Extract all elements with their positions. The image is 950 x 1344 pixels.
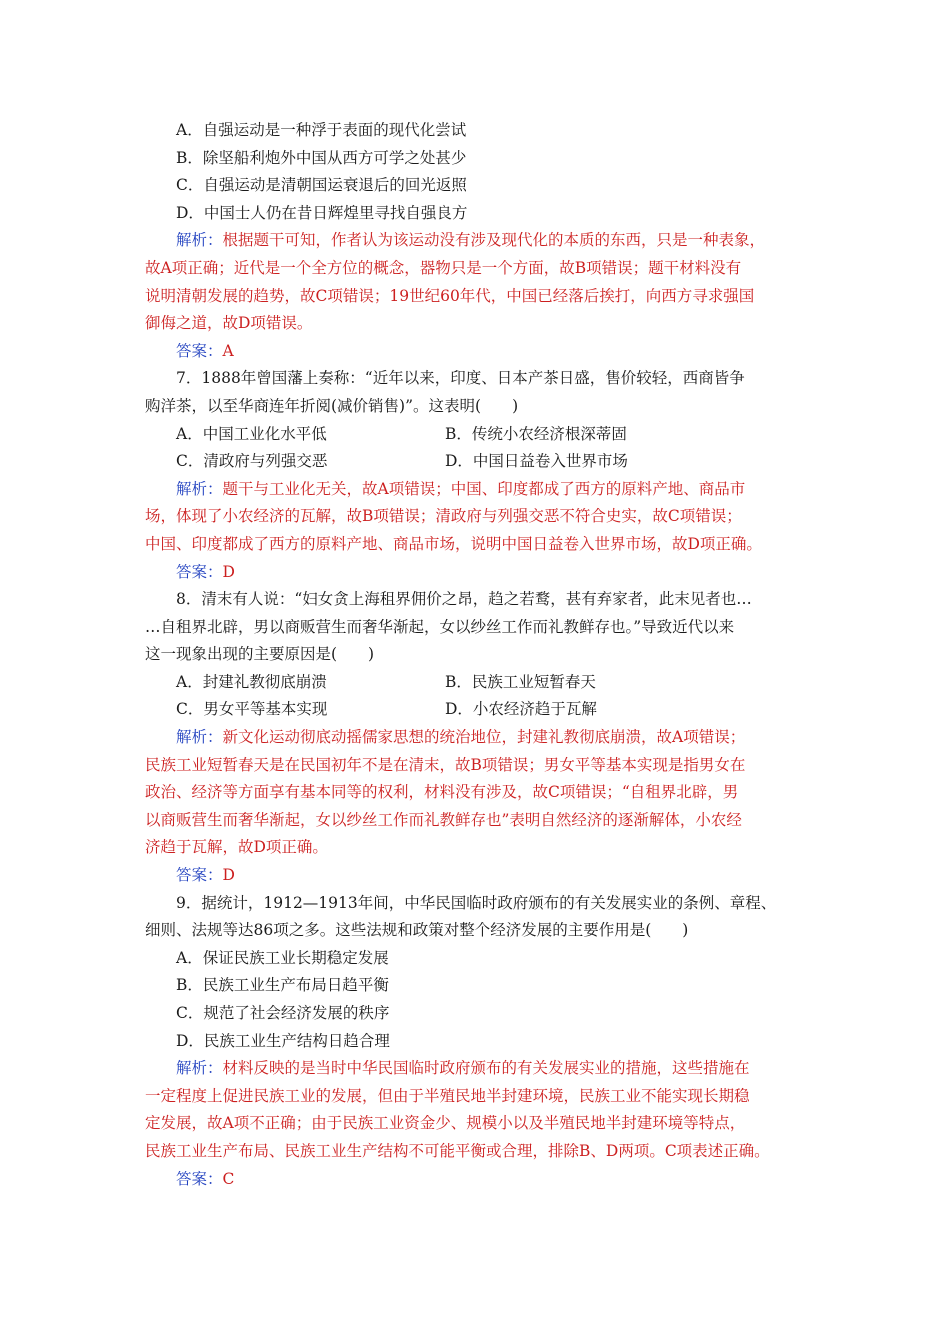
option-d: D．中国日益卷入世界市场 bbox=[445, 452, 628, 471]
option-row bbox=[145, 421, 810, 449]
option-a: A．中国工业化水平低 bbox=[176, 424, 327, 443]
answer-line bbox=[145, 862, 810, 890]
analysis-line: 济趋于瓦解，故D项正确。 bbox=[145, 838, 328, 857]
question-9 bbox=[145, 890, 810, 1194]
question-stem: 这一现象出现的主要原因是( ) bbox=[145, 645, 375, 664]
option-row bbox=[145, 696, 810, 724]
analysis-line: 民族工业短暂春天是在民国初年不是在清末，故B项错误；男女平等基本实现是指男女在 bbox=[145, 755, 746, 774]
analysis-line: 一定程度上促进民族工业的发展，但由于半殖民地半封建环境，民族工业不能实现长期稳 bbox=[145, 1086, 750, 1105]
option-b: B．民族工业生产布局日趋平衡 bbox=[176, 976, 389, 995]
option-d: D．中国士人仍在昔日辉煌里寻找自强良方 bbox=[176, 203, 468, 222]
question-stem: 9．据统计，1912—1913年间，中华民国临时政府颁布的有关发展实业的条例、章程、 bbox=[176, 893, 777, 912]
analysis-line: 政治、经济等方面享有基本同等的权利，材料没有涉及，故C项错误；“自租界北辟，男 bbox=[145, 783, 739, 802]
question-stem: 7．1888年曾国藩上奏称：“近年以来，印度、日本产茶日盛，售价较轻，西商皆争 bbox=[176, 369, 745, 388]
answer-value: D bbox=[222, 562, 235, 581]
question-stem: 8．清末有人说：“妇女贪上海租界佣价之昂，趋之若鹜，甚有弃家者，此末见者也… bbox=[176, 590, 752, 609]
option-c: C．清政府与列强交恶 bbox=[176, 452, 328, 471]
question-8 bbox=[145, 586, 810, 890]
answer-value: A bbox=[222, 341, 234, 360]
analysis-label: 解析： bbox=[176, 231, 223, 250]
answer-label: 答案： bbox=[176, 866, 223, 885]
option-b: B．传统小农经济根深蒂固 bbox=[445, 424, 627, 443]
analysis-line: 以商贩营生而奢华渐起，女以纱丝工作而礼教鲜存也”表明自然经济的逐渐解体，小农经 bbox=[145, 810, 742, 829]
question-6 bbox=[145, 117, 810, 365]
analysis-line: 场，体现了小农经济的瓦解，故B项错误；清政府与列强交恶不符合史实，故C项错误； bbox=[145, 507, 742, 526]
question-stem: …自租界北辟，男以商贩营生而奢华渐起，女以纱丝工作而礼教鲜存也。”导致近代以来 bbox=[145, 617, 735, 636]
option-d: D．小农经济趋于瓦解 bbox=[445, 700, 597, 719]
answer-line bbox=[145, 559, 810, 587]
option-a: A．自强运动是一种浮于表面的现代化尝试 bbox=[176, 121, 467, 139]
question-stem: 购洋茶，以至华商连年折阅(减价销售)”。这表明( ) bbox=[145, 396, 519, 415]
option-b: B．民族工业短暂春天 bbox=[445, 672, 596, 691]
option-a: A．封建礼教彻底崩溃 bbox=[176, 672, 327, 691]
analysis-line: 解析：新文化运动彻底动摇儒家思想的统治地位，封建礼教彻底崩溃，故A项错误； bbox=[176, 728, 746, 747]
analysis-line: 中国、印度都成了西方的原料产地、商品市场，说明中国日益卷入世界市场，故D项正确。 bbox=[145, 534, 762, 553]
option-c: C．自强运动是清朝国运衰退后的回光返照 bbox=[176, 176, 467, 195]
question-7 bbox=[145, 365, 810, 586]
analysis-label: 解析： bbox=[176, 479, 223, 498]
option-b: B．除坚船利炮外中国从西方可学之处甚少 bbox=[176, 148, 467, 167]
option-row bbox=[145, 448, 810, 476]
answer-label: 答案： bbox=[176, 562, 223, 581]
answer-label: 答案： bbox=[176, 1169, 223, 1188]
analysis-line: 说明清朝发展的趋势，故C项错误；19世纪60年代，中国已经落后挨打，向西方寻求强国 bbox=[145, 286, 755, 305]
option-a: A．保证民族工业长期稳定发展 bbox=[176, 948, 389, 967]
analysis-line: 定发展，故A项不正确；由于民族工业资金少、规模小以及半殖民地半封建环境等特点， bbox=[145, 1114, 746, 1133]
option-c: C．规范了社会经济发展的秩序 bbox=[176, 1004, 390, 1022]
analysis-label: 解析： bbox=[176, 728, 223, 747]
answer-value: D bbox=[222, 866, 235, 885]
question-content bbox=[145, 117, 810, 1193]
option-row bbox=[145, 669, 810, 697]
analysis-line: 御侮之道，故D项错误。 bbox=[145, 314, 313, 333]
analysis-line: 故A项正确；近代是一个全方位的概念，器物只是一个方面，故B项错误；题干材料没有 bbox=[145, 258, 742, 277]
option-c: C．男女平等基本实现 bbox=[176, 700, 328, 719]
analysis-label: 解析： bbox=[176, 1059, 223, 1078]
question-stem: 细则、法规等达86项之多。这些法规和政策对整个经济发展的主要作用是( ) bbox=[145, 921, 689, 940]
analysis-line: 解析：材料反映的是当时中华民国临时政府颁布的有关发展实业的措施，这些措施在 bbox=[176, 1059, 750, 1078]
answer-line bbox=[145, 338, 810, 366]
answer-value: C bbox=[222, 1169, 235, 1188]
option-d: D．民族工业生产结构日趋合理 bbox=[176, 1031, 390, 1050]
answer-label: 答案： bbox=[176, 341, 223, 360]
answer-line bbox=[145, 1166, 810, 1194]
analysis-line: 解析：题干与工业化无关，故A项错误；中国、印度都成了西方的原料产地、商品市 bbox=[176, 479, 746, 498]
analysis-line: 解析：根据题干可知，作者认为该运动没有涉及现代化的本质的东西，只是一种表象， bbox=[176, 231, 766, 250]
analysis-line: 民族工业生产布局、民族工业生产结构不可能平衡或合理，排除B、D两项。C项表述正确。 bbox=[145, 1141, 770, 1160]
